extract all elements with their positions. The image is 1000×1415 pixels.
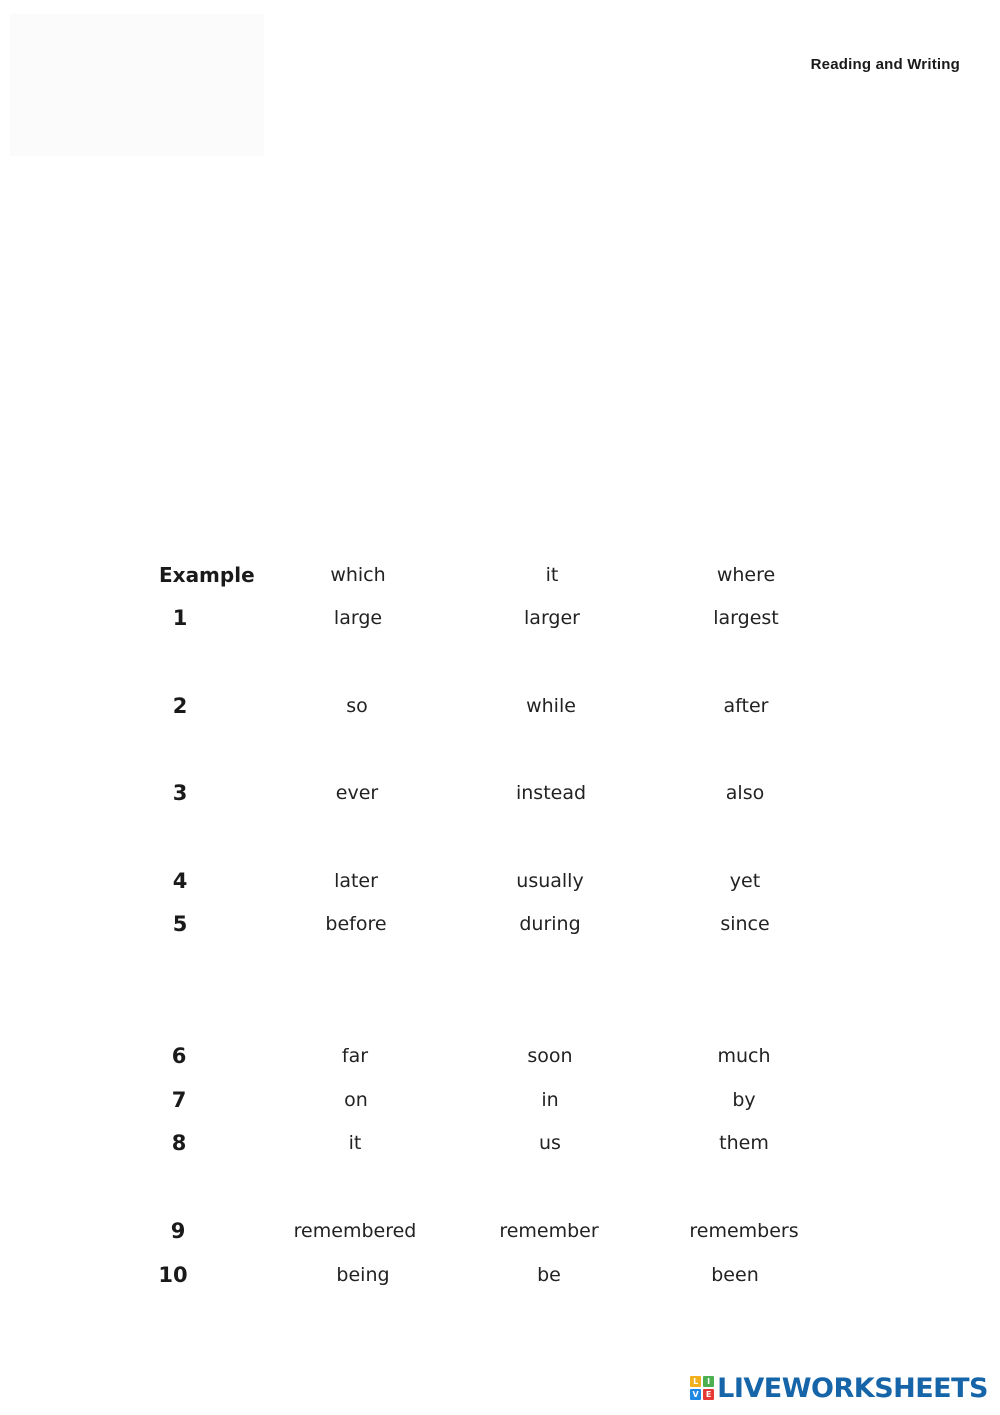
option-a[interactable]: on <box>344 1089 368 1111</box>
option-b[interactable]: larger <box>524 607 580 629</box>
option-a[interactable]: later <box>334 870 378 892</box>
question-number: 8 <box>171 1131 187 1155</box>
option-c[interactable]: by <box>732 1089 756 1111</box>
question-row-8 <box>0 1128 1000 1158</box>
option-a[interactable]: ever <box>335 782 379 804</box>
question-number: 10 <box>158 1263 188 1287</box>
option-c[interactable]: remembers <box>689 1220 799 1242</box>
question-row-1 <box>0 603 1000 633</box>
question-row-6 <box>0 1041 1000 1071</box>
question-row-9 <box>0 1216 1000 1246</box>
logo-text: LIVEWORKSHEETS <box>717 1372 988 1404</box>
option-a[interactable]: before <box>325 913 387 935</box>
option-c[interactable]: since <box>720 913 770 935</box>
option-a[interactable]: so <box>346 695 368 717</box>
option-a[interactable]: large <box>333 607 383 629</box>
liveworksheets-logo[interactable] <box>690 1371 988 1405</box>
option-c: where <box>716 564 776 586</box>
option-c[interactable]: largest <box>713 607 779 629</box>
option-b[interactable]: instead <box>515 782 587 804</box>
option-b: it <box>545 564 559 586</box>
question-row-2 <box>0 691 1000 721</box>
question-number: 4 <box>172 869 188 893</box>
option-b[interactable]: during <box>519 913 581 935</box>
logo-letter: L <box>690 1376 701 1387</box>
option-b[interactable]: in <box>541 1089 559 1111</box>
logo-letter: E <box>703 1389 714 1400</box>
option-a[interactable]: remembered <box>293 1220 417 1242</box>
option-a[interactable]: it <box>348 1132 362 1154</box>
option-b[interactable]: remember <box>499 1220 599 1242</box>
question-number: 3 <box>172 781 188 805</box>
example-row <box>0 560 1000 590</box>
question-row-5 <box>0 909 1000 939</box>
question-number: 9 <box>170 1219 186 1243</box>
scan-margin-shade <box>10 14 264 156</box>
option-c[interactable]: also <box>725 782 765 804</box>
question-number: 5 <box>172 912 188 936</box>
option-a[interactable]: being <box>336 1264 390 1286</box>
logo-letter: V <box>690 1389 701 1400</box>
question-number: 2 <box>172 694 188 718</box>
option-c[interactable]: much <box>717 1045 771 1067</box>
option-a: which <box>330 564 386 586</box>
section-title: Reading and Writing <box>810 56 960 73</box>
question-number: 6 <box>171 1044 187 1068</box>
option-b[interactable]: soon <box>527 1045 573 1067</box>
option-c[interactable]: yet <box>729 870 761 892</box>
logo-letter: I <box>703 1376 714 1387</box>
option-b[interactable]: us <box>539 1132 561 1154</box>
option-c[interactable]: after <box>723 695 769 717</box>
option-a[interactable]: far <box>341 1045 369 1067</box>
question-row-10 <box>0 1260 1000 1290</box>
option-b[interactable]: be <box>537 1264 561 1286</box>
question-row-4 <box>0 866 1000 896</box>
question-row-7 <box>0 1085 1000 1115</box>
logo-mark-icon <box>690 1376 714 1400</box>
row-label: Example <box>159 563 255 587</box>
option-b[interactable]: usually <box>516 870 584 892</box>
option-c[interactable]: been <box>711 1264 759 1286</box>
question-number: 1 <box>172 606 188 630</box>
question-row-3 <box>0 778 1000 808</box>
option-b[interactable]: while <box>526 695 576 717</box>
option-c[interactable]: them <box>719 1132 769 1154</box>
question-number: 7 <box>171 1088 187 1112</box>
